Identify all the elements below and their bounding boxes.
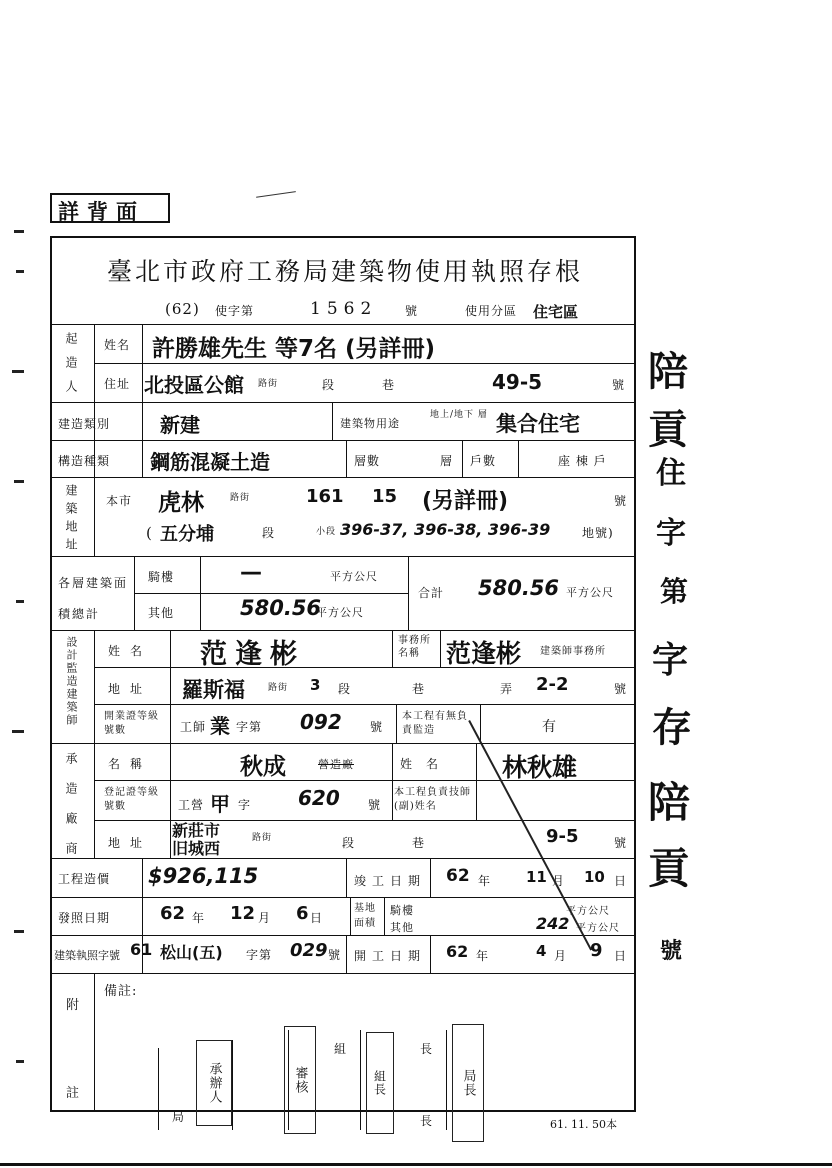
row-rule [50,858,636,859]
lot-section: 段 [262,526,276,540]
site-detail-value: (另詳冊) [422,489,509,514]
build-use-value: 集合住宅 [496,412,580,436]
tag-label: 詳背面 [58,199,145,224]
build-type-label: 建造類別 [58,417,111,431]
col-rule [396,704,397,743]
remark-label: 備註: [104,984,138,999]
total-label: 合計 [418,586,445,600]
sign-rule [446,1030,447,1130]
col-rule [346,858,347,897]
designer-license-grade: 工師 [180,720,207,734]
row-rule [94,704,636,705]
lot-prefix: ( [146,524,153,542]
col-rule [332,402,333,440]
row-rule [50,477,636,478]
build-use-floors: 地上/地下 層 [430,410,488,420]
row-rule [134,593,408,594]
issue-year: 62 [160,903,186,924]
col-rule [408,556,409,630]
contractor-address-road: 路街 [252,833,273,843]
contractor-address-label: 地址 [108,836,153,850]
row-rule [50,743,636,744]
contractor-name-value: 秋成 [240,754,286,780]
row-rule [50,402,636,403]
lot-value: 五分埔 [160,524,214,545]
form-title: 臺北市政府工務局建築物使用執照存根 [106,257,583,286]
designer-address-duan: 段 [338,682,352,696]
site-district-value: 虎林 [158,490,204,516]
structure-value: 鋼筋混凝土造 [150,450,270,474]
row-rule [50,935,636,936]
col-rule [142,402,143,477]
zone-label: 使用分區 [465,304,518,318]
sign-title-3: 局 [172,1110,186,1124]
permit-number-value: 029 [290,940,328,961]
issue-d: 日 [310,911,324,925]
owner-address-hao: 號 [612,378,626,392]
designer-section-label: 設計監造建築師 [65,636,78,727]
start-month: 4 [536,942,547,960]
contractor-license-prefix: 工營 [178,798,205,812]
row-rule [50,324,636,325]
designer-address-hao-value: 2-2 [536,674,569,695]
lot-suffix: 地號) [582,526,614,540]
row-rule [50,897,636,898]
notes-label-top: 附 [66,998,81,1013]
bottom-edge [0,1163,832,1166]
license-number: 1562 [310,299,378,319]
margin-text-1: 陪 [648,349,688,395]
license-suffix: 號 [405,304,419,318]
permit-prefix-value: 松山(五) [160,943,223,962]
complete-label: 竣工日期 [354,874,427,888]
col-rule [94,630,95,858]
col-rule [142,324,143,402]
designer-address-label: 地址 [108,682,153,696]
site-label: 建築地址 [64,484,78,556]
left-edge-marks [4,210,34,1110]
owner-address-value: 北投區公館 [144,373,244,397]
site-section-value: 161 [306,486,344,507]
households-label: 戶數 [470,454,497,468]
license-year: (62) [165,300,200,318]
contractor-address-hao: 號 [614,836,628,850]
license-prefix: 使字第 [215,304,255,318]
designer-office-suffix: 建築師事務所 [540,646,606,657]
complete-d: 日 [614,874,628,888]
arcade-label: 騎樓 [148,570,175,584]
start-d: 日 [614,949,628,963]
col-rule [384,897,385,935]
complete-month: 11 [526,868,547,886]
start-year: 62 [446,942,469,961]
sign-title-2: 長 [420,1042,434,1056]
arcade-unit: 平方公尺 [330,570,378,583]
owner-name-label: 姓名 [104,338,131,352]
households-unit: 座 棟 戶 [558,454,607,468]
total-value: 580.56 [478,576,560,600]
designer-license-label: 開業證等級號數 [104,711,159,736]
site-hao: 號 [614,494,628,508]
issue-month: 12 [230,903,256,924]
owner-address-xiang: 巷 [382,378,396,392]
contractor-name-label: 名稱 [108,757,153,771]
contractor-address-value: 新莊市 旧城西 [172,821,221,858]
area-label: 各層建築面積總計 [58,576,129,621]
land-other: 其他 [390,921,414,934]
margin-text-3: 住 [656,456,686,491]
start-label: 開工日期 [354,949,427,963]
col-rule [462,440,463,477]
designer-office-label: 事務所名稱 [398,635,431,659]
margin-text-2: 貢 [648,407,688,453]
build-use-label: 建築物用途 [340,417,400,430]
build-type-value: 新建 [160,413,200,437]
designer-address-xiang: 巷 [412,682,426,696]
row-rule [94,363,636,364]
start-m: 月 [554,949,568,963]
contractor-person-label: 姓名 [400,757,453,771]
permit-label: 建築執照字號 [54,949,120,962]
other-label: 其他 [148,606,175,620]
col-rule [430,858,431,897]
issue-label: 發照日期 [58,911,111,925]
margin-text-8: 陪 [648,778,691,827]
designer-name-label: 姓名 [108,644,153,658]
designer-address-value: 羅斯福 [182,678,245,702]
contractor-license-hao: 號 [368,798,382,812]
designer-name-value: 范逢彬 [200,639,305,670]
contractor-license-grade: 甲 [210,792,230,816]
designer-office-value: 范逢彬 [446,639,522,668]
site-road-unit: 路街 [230,493,251,503]
cost-label: 工程造價 [58,872,111,886]
issue-day: 6 [296,903,309,924]
start-day: 9 [590,940,603,961]
other-unit: 平方公尺 [316,606,364,619]
margin-text-5: 第 [660,575,689,608]
owner-section-label: 起造人 [64,332,78,404]
lot-numbers: 396-37, 396-38, 396-39 [340,520,551,539]
start-y: 年 [476,949,490,963]
designer-license-grade-value: 業 [210,714,230,738]
complete-m: 月 [552,874,566,888]
row-rule [50,440,636,441]
contractor-license-label: 登記證等級號數 [104,787,159,812]
col-rule [392,630,393,667]
land-arcade: 騎樓 [390,904,414,917]
complete-day: 10 [584,868,605,886]
designer-address-nong: 弄 [500,682,514,696]
owner-address-label: 住址 [104,377,131,391]
sign-title-1: 組 [334,1042,348,1056]
col-rule [170,630,171,858]
sign-title-4: 長 [420,1114,434,1128]
contractor-person-value: 林秋雄 [502,753,578,782]
col-rule [440,630,441,667]
col-rule [350,897,351,935]
margin-text-7: 存 [652,705,692,751]
margin-text-10: 號 [660,939,683,964]
owner-name-value: 許勝雄先生 等7名 (另詳冊) [152,336,436,362]
top-scribble [254,177,296,197]
total-unit: 平方公尺 [566,586,614,599]
sign-rule [360,1030,361,1130]
contractor-address-xiang: 巷 [412,836,426,850]
license-line [165,298,625,322]
contractor-name-suffix: 營造廠 [318,758,354,771]
designer-address-hao: 號 [614,682,628,696]
designer-license-prefix: 字第 [236,720,263,734]
section-chief-stamp: 組長 [366,1032,394,1134]
land-label: 基地面積 [354,903,376,929]
designer-address-duan-value: 3 [310,676,321,694]
col-rule [346,935,347,973]
owner-address-duan: 段 [322,378,336,392]
permit-zi: 字第 [246,948,273,962]
land-arcade-unit: 平方公尺 [566,906,610,917]
issue-m: 月 [258,911,272,925]
margin-text-9: 貢 [648,844,691,893]
col-rule [346,440,347,477]
contractor-section-label: 承造廠商 [64,752,78,872]
col-rule [392,743,393,820]
engineer-label: 本工程負責技師(副)姓名 [394,787,471,812]
director-stamp: 局長 [452,1024,484,1142]
contractor-license-zi: 字 [238,798,252,812]
designer-address-road: 路街 [268,683,289,693]
row-rule [94,667,636,668]
supervise-value: 有 [542,719,557,735]
contractor-address-hao-value: 9-5 [546,826,579,847]
review-stamp: 審核 [284,1026,316,1134]
row-rule [50,973,636,974]
col-rule [94,477,95,556]
row-rule [50,556,636,557]
floors-label: 層數 [354,454,381,468]
supervise-label: 本工程有無負責監造 [402,711,468,736]
lot-small: 小段 [316,527,337,537]
margin-text-4: 字 [656,516,686,551]
contractor-address-duan: 段 [342,836,356,850]
other-value: 580.56 [240,596,322,620]
complete-year: 62 [446,866,470,886]
col-rule [430,935,431,973]
col-rule [518,440,519,477]
issue-y: 年 [192,911,206,925]
row-rule [50,630,636,631]
permit-hao: 號 [328,948,342,962]
approval-stamp: 承辦人 [196,1040,232,1126]
complete-y: 年 [478,874,492,888]
col-rule [200,556,201,630]
cost-value: $926,115 [148,864,259,888]
arcade-value: — [240,560,262,585]
owner-address-hao-value: 49-5 [492,370,543,394]
margin-text-6: 字 [652,640,689,681]
col-rule [134,556,135,630]
sign-rule [158,1048,159,1130]
owner-address-road: 路街 [258,379,279,389]
site-lane-value: 15 [372,486,398,507]
permit-year-value: 61 [130,940,153,959]
tag-label-box [50,193,170,223]
col-rule [480,704,481,743]
sign-rule [232,1040,233,1130]
land-other-value: 242 [536,914,570,933]
site-city: 本市 [106,494,133,508]
designer-license-hao: 號 [370,720,384,734]
designer-license-value: 092 [300,710,342,734]
footer-code: 61. 11. 50本 [550,1118,617,1131]
structure-label: 構造種類 [58,454,111,468]
land-other-unit: 平方公尺 [576,923,620,934]
contractor-license-value: 620 [298,786,340,810]
col-rule [94,973,95,1112]
zone-value: 住宅區 [533,303,579,321]
notes-label-bottom: 註 [66,1086,81,1101]
floors-unit: 層 [440,454,454,468]
